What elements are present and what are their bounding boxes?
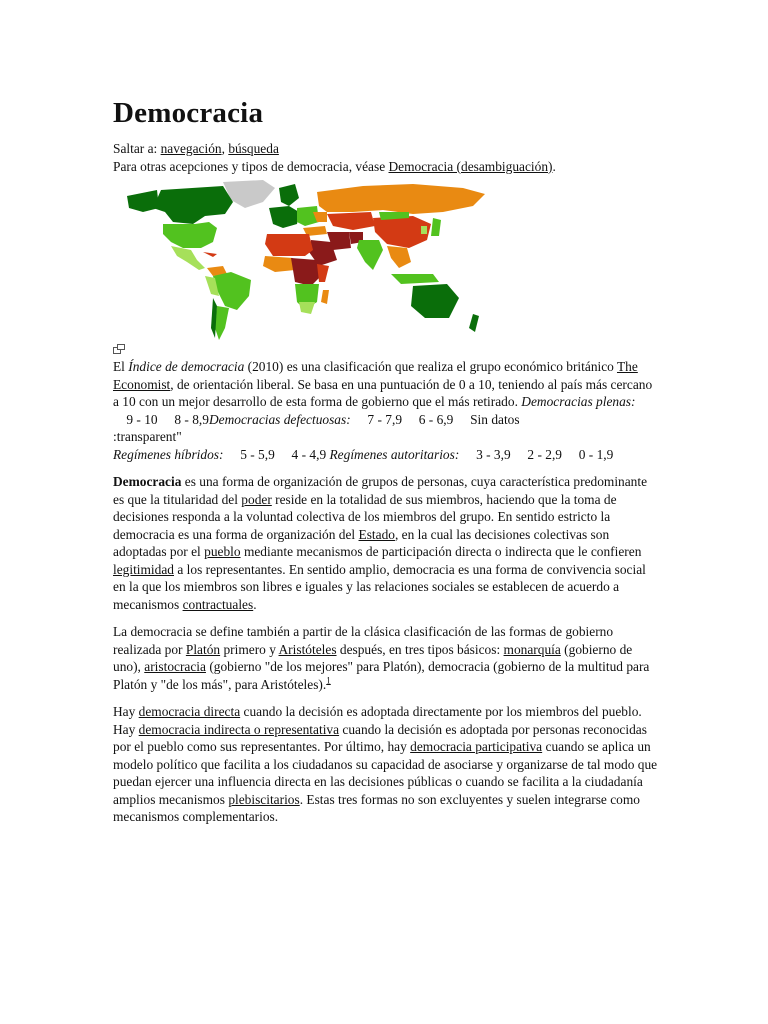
- link-monarquia[interactable]: monarquía: [503, 641, 561, 657]
- paragraph-text: primero y: [223, 641, 276, 657]
- disambig-end: .: [552, 158, 556, 174]
- link-pueblo[interactable]: pueblo: [204, 544, 241, 559]
- paragraph-classification: [113, 623, 658, 693]
- link-poder[interactable]: poder: [241, 491, 272, 507]
- paragraph-text: cuando la decisión es adoptada directamente por los miembros del pueblo. Hay: [113, 704, 642, 737]
- jump-prefix: Saltar a:: [113, 141, 158, 156]
- paragraph-text: .: [253, 596, 257, 612]
- legend-range: 0 - 1,9: [578, 446, 614, 462]
- paragraph-text: . Estas tres formas no son excluyentes y suelen integrarse como mecanismos complementarios.: [113, 791, 640, 824]
- economist-link[interactable]: The Economist: [113, 359, 638, 392]
- legend-range: 8 - 8,9: [174, 411, 209, 427]
- disambig-text: Para otras acepciones y tipos de democracia, véase: [113, 158, 386, 174]
- legend-range: 2 - 2,9: [527, 446, 562, 462]
- link-estado[interactable]: Estado: [358, 526, 395, 542]
- legend-range: 5 - 5,9: [240, 446, 275, 462]
- caption-index-name: Índice de democracia: [128, 359, 245, 374]
- paragraph-definition: [113, 473, 658, 613]
- term-bold: Democracia: [113, 474, 182, 489]
- paragraph-text: es una forma de organización de grupos de personas, cuya característica predominante es que la titularidad del: [113, 474, 648, 507]
- paragraph-text: Hay: [113, 704, 136, 719]
- link-platon[interactable]: Platón: [185, 641, 221, 657]
- paragraph-text: a los representantes. En sentido amplio, democracia es una forma de convivencia social en la que los miembros son libres e iguales y las relaciones sociales se establecen de acuerdo a mecanismos: [113, 561, 646, 612]
- link-aristocracia[interactable]: aristocracia: [144, 659, 206, 674]
- page-title: Democracia: [113, 97, 264, 129]
- legend-hybrid-regimes: Regímenes híbridos:: [113, 446, 224, 462]
- legend-range: 3 - 3,9: [476, 446, 511, 462]
- link-democracia-directa[interactable]: democracia directa: [138, 704, 241, 719]
- link-contractuales[interactable]: contractuales: [182, 596, 254, 612]
- legend-range: 9 - 10: [126, 411, 158, 427]
- legend-no-data: Sin datos: [470, 411, 520, 427]
- link-plebiscitarios[interactable]: plebiscitarios: [228, 791, 300, 807]
- legend-flawed-democracies: Democracias defectuosas:: [208, 411, 351, 427]
- paragraph-types: [113, 703, 658, 826]
- paragraph-text: (gobierno "de los mejores" para Platón), democracia (gobierno de la multitud para Platón y "de los más", para Aristóteles).: [113, 659, 650, 692]
- paragraph-text: (gobierno de uno),: [113, 641, 633, 674]
- link-democracia-representativa[interactable]: democracia indirecta o representativa: [138, 721, 340, 737]
- map-caption: [113, 358, 658, 463]
- link-aristoteles[interactable]: Aristóteles: [278, 641, 337, 657]
- article: [113, 96, 658, 836]
- paragraph-text: mediante mecanismos de participación directa o indirecta que le confieren: [243, 544, 642, 559]
- paragraph-text: cuando la decisión es adoptada por personas reconocidas por el pueblo como sus representantes. Por último, hay: [113, 721, 647, 754]
- caption-text: , de orientación liberal. Se basa en una puntuación de 0 a 10, teniendo al país más cercano a 10 con un mejor desarrollo de esta forma de gobierno que el más retirado.: [113, 376, 653, 409]
- link-legitimidad[interactable]: legitimidad: [113, 561, 174, 577]
- disambiguation-note: [113, 158, 658, 176]
- legend-range: 6 - 6,9: [418, 411, 454, 427]
- paragraph-text: después, en tres tipos básicos:: [339, 641, 501, 657]
- caption-text: (2010) es una clasificación que realiza el grupo económico británico: [247, 359, 614, 374]
- legend-range: 4 - 4,9: [291, 446, 327, 462]
- navigation-link[interactable]: navegación: [160, 141, 222, 156]
- map-korea: [421, 226, 427, 234]
- jump-separator: ,: [221, 141, 225, 156]
- legend-range: 7 - 7,9: [367, 411, 403, 427]
- paragraph-text: , en la cual las decisiones colectivas son adoptadas por el: [113, 526, 610, 559]
- disambiguation-link[interactable]: Democracia (desambiguación): [388, 158, 553, 174]
- jump-links: [113, 140, 658, 158]
- legend-authoritarian-regimes: Regímenes autoritarios:: [329, 446, 460, 462]
- paragraph-text: reside en la totalidad de sus miembros, haciendo que la toma de decisiones responda a la voluntad colectiva de los miembros del grupo. En sentido estricto la democracia es una forma de organización del: [113, 491, 617, 542]
- link-democracia-participativa[interactable]: democracia participativa: [410, 739, 543, 754]
- enlarge-icon[interactable]: [113, 344, 658, 358]
- legend-full-democracies: Democracias plenas:: [521, 394, 636, 409]
- reference-link[interactable]: 1: [326, 675, 331, 686]
- legend-artifact: :transparent": [113, 429, 182, 444]
- paragraph-text: La democracia se define también a partir de la clásica clasificación de las formas de gobierno realizada por: [113, 624, 614, 657]
- paragraph-text: cuando se aplica un modelo político que facilita a los ciudadanos su capacidad de asociarse y organizarse de tal modo que puedan ejercer una influencia directa en las decisiones públicas o cuando se facilita a la ciudadanía amplios mecanismos: [113, 739, 658, 807]
- democracy-index-world-map[interactable]: [113, 178, 490, 344]
- map-north-africa: [265, 234, 313, 256]
- caption-text: El: [113, 359, 125, 374]
- search-link[interactable]: búsqueda: [228, 141, 279, 156]
